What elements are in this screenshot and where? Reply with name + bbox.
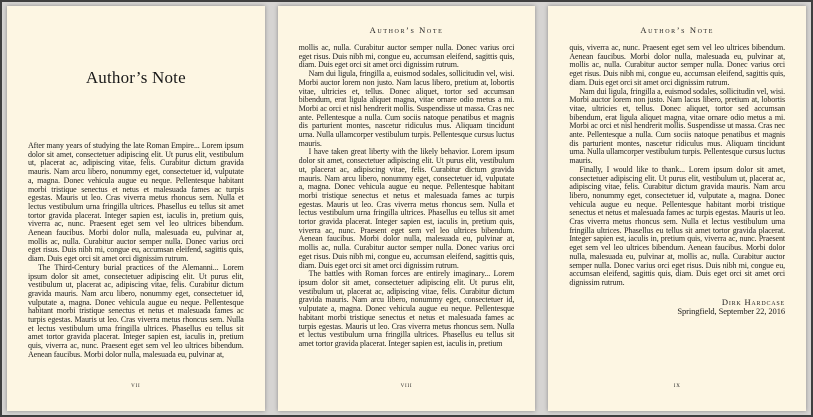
paragraph: quis, viverra ac, nunc. Praesent eget sem vel leo ultrices bibendum. Aenean faucibus. Morbi dolor nulla, malesuada eu, pulvinar at, mollis ac, nulla. Curabitur auctor semper nulla. Donec varius orci eget risus. Duis nibh mi, congue eu, accumsan eleifend, sagittis quis, diam. Duis eget orci sit amet orci dignissim rutrum. [569, 44, 786, 87]
running-header: Author’s Note [369, 25, 444, 35]
paragraph: Nam dui ligula, fringilla a, euismod sodales, sollicitudin vel, wisi. Morbi auctor lorem non justo. Nam lacus libero, pretium at, lobortis vitae, ultricies et, tellus. Donec aliquet, tortor sed accumsan bibendum, erat ligula aliquet magna, vitae ornare odio metus a mi. Morbi ac orci et nisl hendrerit mollis. Suspendisse ut massa. Cras nec ante. Pellentesque a nulla. Cum sociis natoque penatibus et magnis dis parturient montes, nascetur ridiculus mus. Aliquam tincidunt urna. Nulla ullamcorper vestibulum turpis. Pellentesque cursus luctus mauris. [298, 69, 515, 148]
paragraph: I have taken great liberty with the likely behavior. Lorem ipsum dolor sit amet, consectetuer adipiscing elit. Ut purus elit, vestibulum ut, placerat ac, adipiscing vitae, felis. Curabitur dictum gravida mauris. Nam arcu libero, nonummy eget, consectetuer id, vulputate a, magna. Donec vehicula augue eu neque. Pellentesque habitant morbi tristique senectus et netus et malesuada fames ac turpis egestas. Mauris ut leo. Cras viverra metus rhoncus sem. Nulla et lectus vestibulum urna fringilla ultrices. Phasellus eu tellus sit amet tortor gravida placerat. Integer sapien est, iaculis in, pretium quis, viverra ac, nunc. Praesent eget sem vel leo ultrices bibendum. Aenean faucibus. Morbi dolor nulla, malesuada eu, pulvinar at, mollis ac, nulla. Curabitur auctor semper nulla. Donec varius orci eget risus. Duis nibh mi, congue eu, accumsan eleifend, sagittis quis, diam. Duis eget orci sit amet orci dignissim rutrum. [298, 147, 515, 270]
page-vii-body [28, 142, 244, 361]
page-viii [278, 6, 536, 411]
page-number-ix: ix [673, 380, 681, 389]
page-number-vii: vii [131, 380, 141, 389]
author-signature [569, 298, 785, 316]
paragraph: After many years of studying the late Roman Empire... Lorem ipsum dolor sit amet, consectetuer adipiscing elit. Ut purus elit, vestibulum ut, placerat ac, adipiscing vitae, felis. Curabitur dictum gravida mauris. Nam arcu libero, nonummy eget, consectetuer id, vulputate a, magna. Donec vehicula augue eu neque. Pellentesque habitant morbi tristique senectus et netus et malesuada fames ac turpis egestas. Mauris ut leo. Cras viverra metus rhoncus sem. Nulla et lectus vestibulum urna fringilla ultrices. Phasellus eu tellus sit amet tortor gravida placerat. Integer sapien est, iaculis in, pretium quis, viverra ac, nunc. Praesent eget sem vel leo ultrices bibendum. Aenean faucibus. Morbi dolor nulla, malesuada eu, pulvinar at, mollis ac, nulla. Curabitur auctor semper nulla. Donec varius orci eget risus. Duis nibh mi, congue eu, accumsan eleifend, sagittis quis, diam. Duis eget orci sit amet orci dignissim rutrum. [28, 142, 244, 264]
signature-place-date: Springfield, September 22, 2016 [677, 306, 786, 317]
paragraph: The Third-Century burial practices of the Alemanni... Lorem ipsum dolor sit amet, consectetuer adipiscing elit. Ut purus elit, vestibulum ut, placerat ac, adipiscing vitae, felis. Curabitur dictum gravida mauris. Nam arcu libero, nonummy eget, consectetuer id, vulputate a, magna. Donec vehicula augue eu neque. Pellentesque habitant morbi tristique senectus et netus et malesuada fames ac turpis egestas. Mauris ut leo. Cras viverra metus rhoncus sem. Nulla et lectus vestibulum urna fringilla ultrices. Phasellus eu tellus sit amet tortor gravida placerat. Integer sapien est, iaculis in, pretium quis, viverra ac, nunc. Praesent eget sem vel leo ultrices bibendum. Aenean faucibus. Morbi dolor nulla, malesuada eu, pulvinar at, [28, 262, 244, 359]
page-vii [7, 6, 265, 411]
page-viii-body [299, 44, 515, 370]
running-header: Author’s Note [640, 25, 715, 35]
page-number-viii: viii [400, 380, 413, 389]
page-ix [548, 6, 806, 411]
paragraph: Finally, I would like to thank... Lorem ipsum dolor sit amet, consectetuer adipiscing elit. Ut purus elit, vestibulum ut, placerat ac, adipiscing vitae, felis. Curabitur dictum gravida mauris. Nam arcu libero, nonummy eget, consectetuer id, vulputate a, magna. Donec vehicula augue eu neque. Pellentesque habitant morbi tristique senectus et netus et malesuada fames ac turpis egestas. Mauris ut leo. Cras viverra metus rhoncus sem. Nulla et lectus vestibulum urna fringilla ultrices. Phasellus eu tellus sit amet tortor gravida placerat. Integer sapien est, iaculis in, pretium quis, viverra ac, nunc. Praesent eget sem vel leo ultrices bibendum. Aenean faucibus. Morbi dolor nulla, malesuada eu, pulvinar at, mollis ac, nulla. Curabitur auctor semper nulla. Donec varius orci eget risus. Duis nibh mi, congue eu, accumsan eleifend, sagittis quis, diam. Duis eget orci sit amet orci dignissim rutrum. [569, 164, 786, 287]
paragraph: The battles with Roman forces are entirely imaginary... Lorem ipsum dolor sit amet, consectetuer adipiscing elit. Ut purus elit, vestibulum ut, placerat ac, adipiscing vitae, felis. Curabitur dictum gravida mauris. Nam arcu libero, nonummy eget, consectetuer id, vulputate a, magna. Donec vehicula augue eu neque. Pellentesque habitant morbi tristique senectus et netus et malesuada fames ac turpis egestas. Mauris ut leo. Cras viverra metus rhoncus sem. Nulla et lectus vestibulum urna fringilla ultrices. Phasellus eu tellus sit amet tortor gravida placerat. Integer sapien est, iaculis in, pretium [298, 269, 515, 348]
signature-name: Dirk Hardcase [721, 296, 786, 307]
paragraph: Nam dui ligula, fringilla a, euismod sodales, sollicitudin vel, wisi. Morbi auctor lorem non justo. Nam lacus libero, pretium at, lobortis vitae, ultricies et, tellus. Donec aliquet, tortor sed accumsan bibendum, erat ligula aliquet magna, vitae ornare odio metus a mi. Morbi ac orci et nisl hendrerit mollis. Suspendisse ut massa. Cras nec ante. Pellentesque a nulla. Cum sociis natoque penatibus et magnis dis parturient montes, nascetur ridiculus mus. Aliquam tincidunt urna. Nulla ullamcorper vestibulum turpis. Pellentesque cursus luctus mauris. [569, 86, 786, 166]
chapter-title: Author’s Note [85, 68, 186, 87]
paragraph: mollis ac, nulla. Curabitur auctor semper nulla. Donec varius orci eget risus. Duis nibh mi, congue eu, accumsan eleifend, sagittis quis, diam. Duis eget orci sit amet orci dignissim rutrum. [298, 44, 515, 70]
page-ix-body [569, 44, 785, 370]
